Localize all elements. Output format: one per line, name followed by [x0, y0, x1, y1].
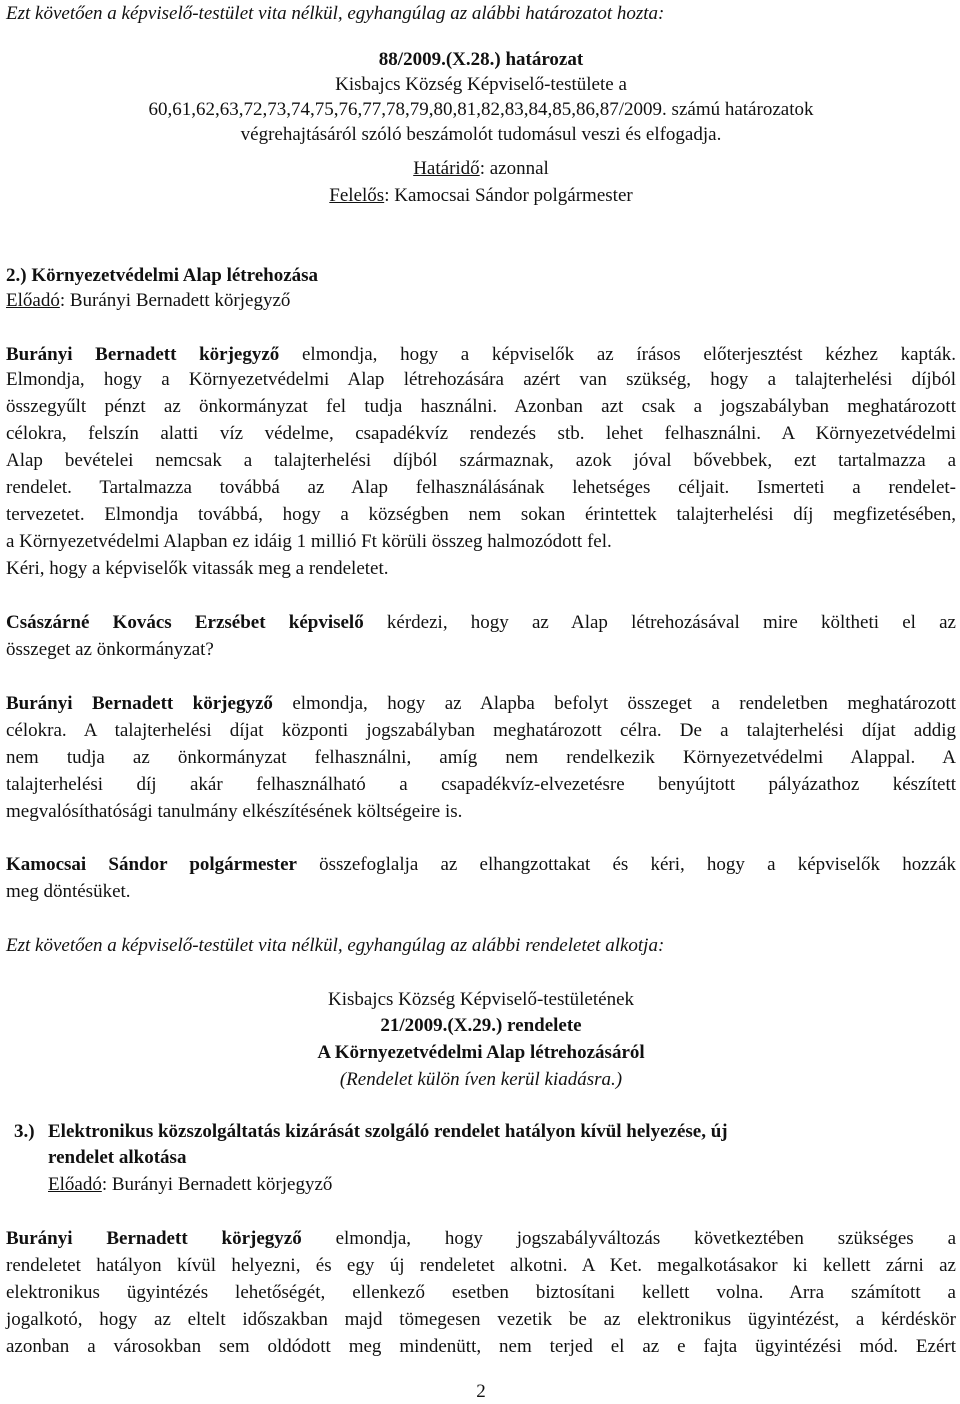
- resolution-text-line: Kisbajcs Község Képviselő-testülete a: [335, 74, 627, 95]
- decree-title: A Környezetvédelmi Alap létrehozásáról: [317, 1042, 645, 1063]
- paragraph-line: Burányi Bernadett körjegyző elmondja, hogy az Alapba befolyt összeget a rendeletben meghatározott: [6, 693, 957, 714]
- agenda-item-heading: [6, 1120, 956, 1144]
- paragraph-line: összeget az önkormányzat?: [6, 639, 214, 660]
- paragraph-line: összegyűlt pénzt az önkormányzat fel tudja használni. Azonban azt csak a jogszabályban meghatározott: [6, 396, 956, 417]
- deadline-label: Határidő: [413, 158, 480, 179]
- presenter-value: : Burányi Bernadett körjegyző: [101, 1174, 333, 1195]
- paragraph-line: Kéri, hogy a képviselők vitassák meg a rendeletet.: [6, 558, 389, 579]
- paragraph-line: Alap bevételei nemcsak a talajterhelési díjból származnak, azok jóval bővebbek, ezt tartalmazza a: [6, 450, 956, 471]
- paragraph-line: a Környezetvédelmi Alapban ez idáig 1 millió Ft körüli összeg halmozódott fel.: [6, 531, 612, 552]
- paragraph-line: elektronikus ügyintézés lehetőségét, ellenkező esetben biztosítani kellett volna. Arra számított a: [6, 1282, 956, 1303]
- resolution-text-line: végrehajtásáról szóló beszámolót tudomásul veszi és elfogadja.: [240, 124, 722, 145]
- decree-line: Kisbajcs Község Képviselő-testületének: [327, 989, 635, 1010]
- presenter-line: [6, 1173, 956, 1197]
- paragraph-line: azonban a városokban sem oldódott meg mindenütt, nem terjed el az e fajta ügyintézési mód. Ezért: [6, 1336, 956, 1357]
- paragraph-line: talajterhelési díj akár felhasználható a csapadékvíz-elvezetésre benyújtott pályázathoz készített: [6, 774, 956, 795]
- responsible-value: : Kamocsai Sándor polgármester: [384, 185, 633, 206]
- decree-number: 21/2009.(X.29.) rendelete: [380, 1015, 582, 1036]
- paragraph-line: jogalkotó, hogy az eltelt időszakban majd tömegesen vezetik be az elektronikus ügyintézést, a kérdéskör: [6, 1309, 956, 1330]
- agenda-item-heading: [6, 264, 956, 288]
- paragraph-line: Burányi Bernadett körjegyző elmondja, hogy a képviselők az írásos előterjesztést kézhez kapták.: [6, 344, 957, 365]
- paragraph-line: Elmondja, hogy a Környezetvédelmi Alap létrehozására azért van szükség, hogy a talajterhelési díjból: [6, 369, 956, 390]
- presenter-label: Előadó: [48, 1174, 102, 1195]
- paragraph-line: Burányi Bernadett körjegyző elmondja, hogy jogszabályváltozás következtében szükséges a: [6, 1228, 956, 1249]
- paragraph-line: Kamocsai Sándor polgármester összefoglalja az elhangzottakat és kéri, hogy a képviselők hozzák: [6, 854, 956, 875]
- presenter-label: Előadó: [6, 290, 60, 311]
- decree-note: (Rendelet külön íven kerül kiadásra.): [339, 1069, 623, 1090]
- paragraph-line: Császárné Kovács Erzsébet képviselő kérdezi, hogy az Alap létrehozásával mire költheti el az: [6, 612, 956, 633]
- paragraph-line: rendeletet hatályon kívül helyezni, és egy új rendeletet alkotni. A Ket. megalkotásakor ki kellett zárni az: [6, 1255, 956, 1276]
- resolution-number: 88/2009.(X.28.) határozat: [378, 49, 584, 70]
- page-number: 2: [476, 1381, 486, 1402]
- deadline-value: : azonnal: [479, 158, 549, 179]
- paragraph-line: nem tudja az önkormányzat felhasználni, amíg nem rendelkezik Környezetvédelmi Alappal. A: [6, 747, 956, 768]
- paragraph-line: tervezetet. Elmondja továbbá, hogy a községben nem sokan érintettek talajterhelési díj megfizetésében,: [6, 504, 956, 525]
- agenda-item-title: Elektronikus közszolgáltatás kizárását szolgáló rendelet hatályon kívül helyezése, új: [48, 1121, 728, 1142]
- agenda-item-title: Környezetvédelmi Alap létrehozása: [31, 265, 319, 286]
- speaker-name: Burányi Bernadett körjegyző: [6, 344, 280, 365]
- agenda-item-number: 3.): [14, 1121, 35, 1142]
- paragraph-line: meg döntésüket.: [6, 881, 131, 902]
- resolution-text-line: 60,61,62,63,72,73,74,75,76,77,78,79,80,81,82,83,84,85,86,87/2009. számú határozatok: [148, 99, 814, 120]
- speaker-name: Császárné Kovács Erzsébet képviselő: [6, 612, 364, 633]
- deadline-line: [6, 157, 956, 181]
- speaker-name: Kamocsai Sándor polgármester: [6, 854, 297, 875]
- paragraph-line: rendelet. Tartalmazza továbbá az Alap felhasználásának lehetséges céljait. Ismerteti a rendelet-: [6, 477, 956, 498]
- paragraph-line: megvalósíthatósági tanulmány elkészítésének költségeire is.: [6, 801, 463, 822]
- agenda-item-title-cont: rendelet alkotása: [48, 1147, 187, 1168]
- intro-text: Ezt követően a képviselő-testület vita nélkül, egyhangúlag az alábbi határozatot hozta:: [6, 3, 665, 24]
- presenter-line: [6, 289, 956, 313]
- speaker-name: Burányi Bernadett körjegyző: [6, 1228, 302, 1249]
- responsible-label: Felelős: [329, 185, 385, 206]
- paragraph-line: célokra. A talajterhelési díjat központi jogszabályban meghatározott célra. De a talajterhelési díjat addig: [6, 720, 956, 741]
- responsible-line: [6, 184, 956, 208]
- agenda-item-number: 2.): [6, 265, 27, 286]
- intro-text: Ezt követően a képviselő-testület vita nélkül, egyhangúlag az alábbi rendeletet alkotja:: [6, 935, 665, 956]
- presenter-value: : Burányi Bernadett körjegyző: [59, 290, 291, 311]
- paragraph-line: célokra, felszín alatti víz védelme, csapadékvíz rendezés stb. lehet felhasználni. A Környezetvédelmi: [6, 423, 956, 444]
- speaker-name: Burányi Bernadett körjegyző: [6, 693, 273, 714]
